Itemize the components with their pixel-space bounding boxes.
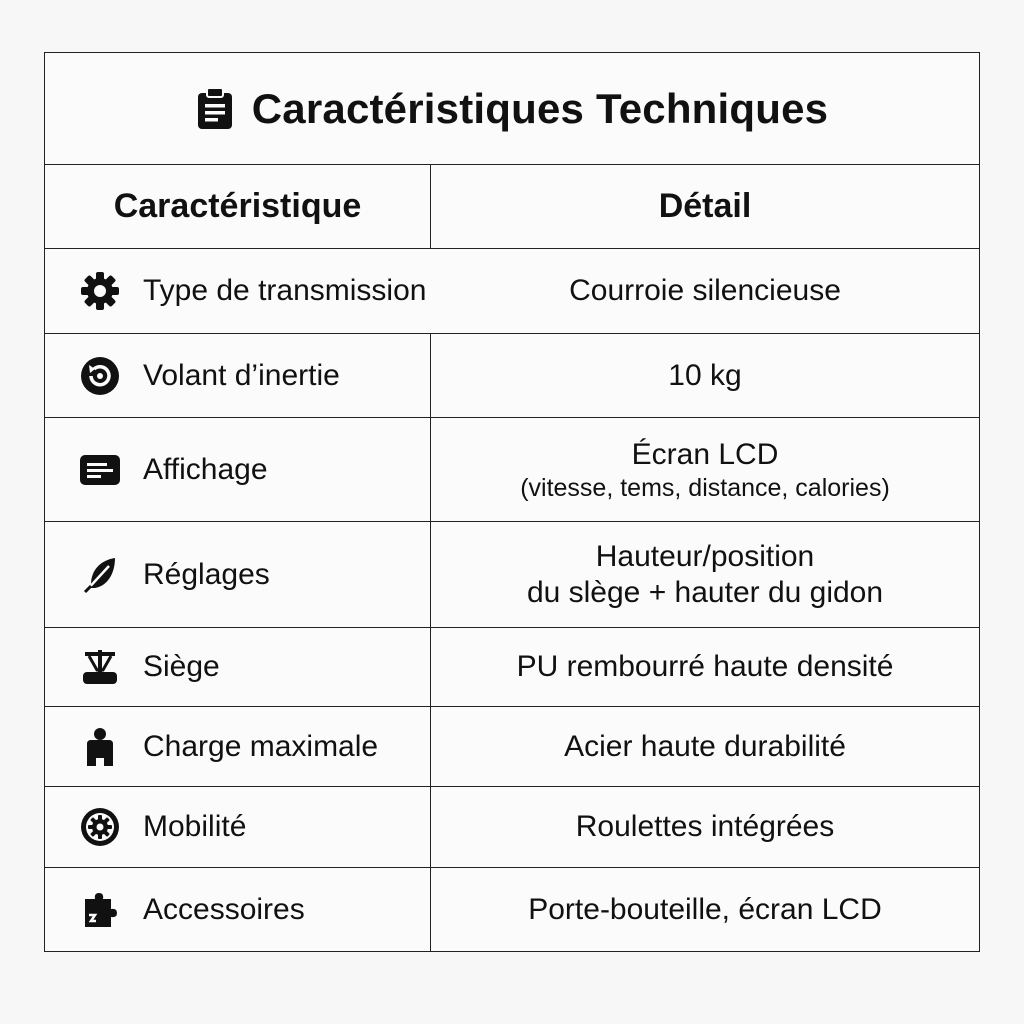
row-detail: Écran LCD	[631, 437, 779, 471]
clipboard-icon	[196, 87, 234, 131]
row-label: Réglages	[143, 557, 270, 591]
table-row	[45, 707, 979, 787]
row-detail-line2: du slège + hauter du gidon	[526, 575, 884, 609]
row-detail: 10 kg	[668, 358, 742, 392]
row-detail: Porte-bouteille, écran LCD	[528, 893, 882, 926]
display-icon	[79, 449, 121, 491]
wheel-icon	[79, 806, 121, 848]
table-row	[45, 787, 979, 868]
title-bar	[45, 53, 979, 165]
feather-icon	[79, 554, 121, 596]
row-detail-sub: (vitesse, tems, distance, calories)	[520, 473, 890, 502]
row-label: Volant d’inertie	[143, 358, 340, 392]
seat-icon	[79, 646, 121, 688]
row-label: Mobilité	[143, 810, 247, 843]
table-header	[45, 165, 979, 249]
row-label: Siège	[143, 650, 220, 683]
page-title: Caractéristiques Techniques	[251, 84, 829, 132]
table-row	[45, 418, 979, 522]
header-feature: Caractéristique	[45, 165, 431, 248]
header-detail: Détail	[658, 187, 752, 226]
row-label: Affichage	[143, 452, 268, 486]
table-row	[45, 249, 979, 334]
row-label: Accessoires	[143, 893, 305, 926]
row-detail: PU rembourré haute densité	[516, 650, 894, 683]
row-detail: Roulettes intégrées	[575, 810, 835, 843]
table-row	[45, 868, 979, 952]
spec-sheet	[44, 52, 980, 952]
row-detail: Courroie silencieuse	[569, 274, 841, 307]
row-detail: Acier haute durabilité	[564, 729, 846, 763]
gear-icon	[79, 270, 121, 312]
flywheel-icon	[79, 355, 121, 397]
table-row	[45, 334, 979, 418]
table-row	[45, 628, 979, 707]
row-label: Type de transmission	[143, 274, 427, 307]
table-row	[45, 522, 979, 628]
row-detail: Hauteur/position	[595, 539, 815, 573]
row-label: Charge maximale	[143, 729, 379, 763]
person-icon	[79, 726, 121, 768]
puzzle-icon	[79, 889, 121, 931]
